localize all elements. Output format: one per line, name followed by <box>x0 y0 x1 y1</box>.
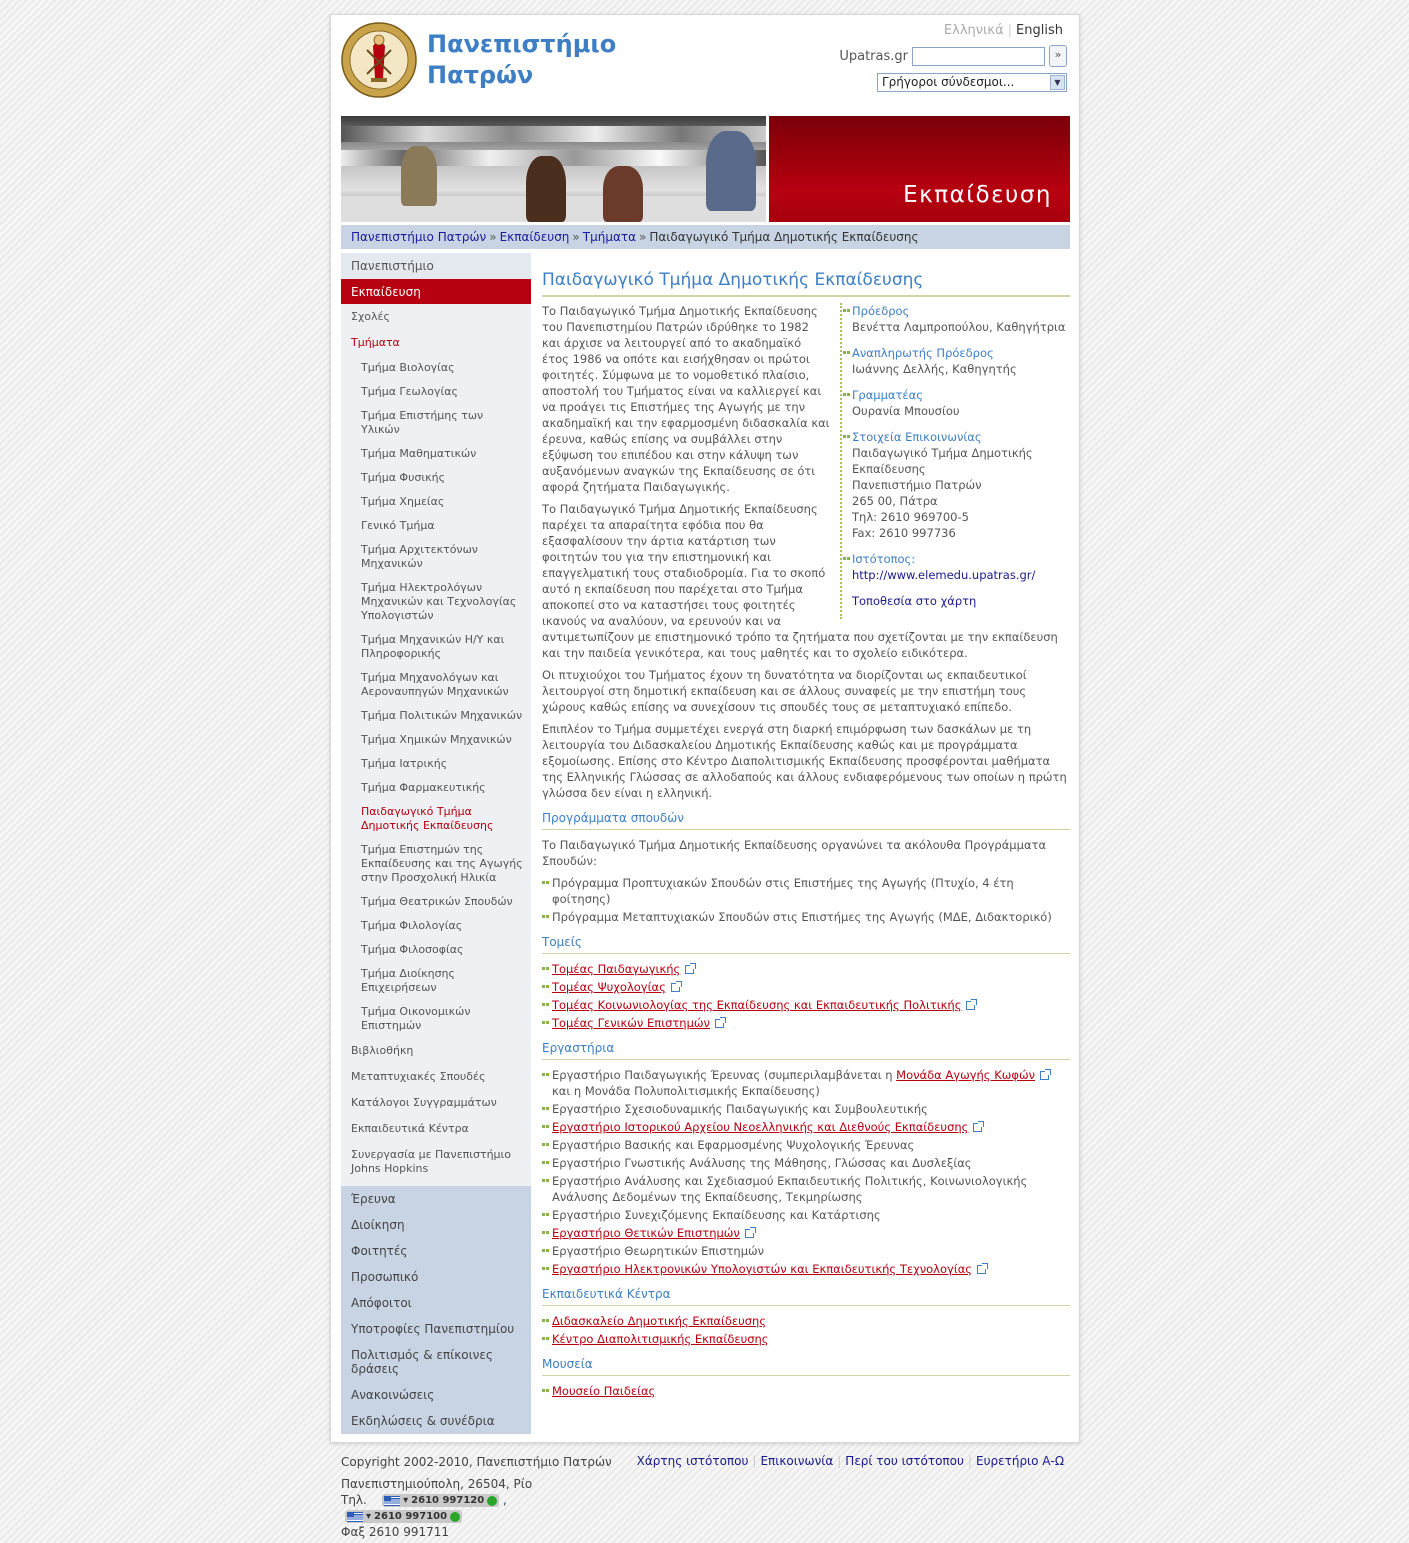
page-title: Παιδαγωγικό Τμήμα Δημοτικής Εκπαίδευσης <box>542 270 1070 297</box>
sidebar-dept-item[interactable]: Τμήμα Οικονομικών Επιστημών <box>361 1005 471 1032</box>
breadcrumb-separator: » <box>572 230 580 244</box>
section-heading-programs: Προγράμματα σπουδών <box>542 811 1070 830</box>
site-title-line2: Πατρών <box>427 61 534 89</box>
list-item <box>542 1261 1070 1277</box>
contact-line: Παιδαγωγικό Τμήμα Δημοτικής Εκπαίδευσης <box>852 446 1033 476</box>
photo-row-back <box>341 126 766 142</box>
lab-text: Εργαστήριο Θεωρητικών Επιστημών <box>552 1244 765 1258</box>
sidebar-dept-item[interactable]: Τμήμα Επιστημών της Εκπαίδευσης και της Αγωγής στην Προσχολική Ηλικία <box>361 843 523 884</box>
sidebar-item[interactable]: Υποτροφίες Πανεπιστημίου <box>351 1322 515 1336</box>
breadcrumb <box>341 225 1070 249</box>
sidebar-submenu <box>341 304 531 1186</box>
main-content <box>542 253 1070 1403</box>
bullet-icon <box>542 1003 549 1006</box>
photo-person <box>526 156 566 222</box>
breadcrumb-separator: » <box>489 230 497 244</box>
breadcrumb-separator: » <box>639 230 647 244</box>
footer-copyright: Copyright 2002-2010, Πανεπιστήμιο Πατρών <box>341 1455 612 1469</box>
bullet-icon <box>542 1267 549 1270</box>
program-text: Πρόγραμμα Μεταπτυχιακών Σπουδών στις Επιστήμες της Αγωγής (ΜΔΕ, Διδακτορικό) <box>552 910 1052 924</box>
sidebar-dept-item[interactable]: Τμήμα Μηχανολόγων και Αεροναυπηγών Μηχανικών <box>361 671 509 698</box>
phone-call-widget[interactable] <box>345 1510 462 1523</box>
centers-list <box>542 1313 1070 1347</box>
section-heading-museums: Μουσεία <box>542 1357 1070 1376</box>
university-seal-logo[interactable] <box>341 22 417 98</box>
sidebar-item-departments[interactable]: Τμήματα <box>351 336 400 349</box>
banner-section-title: Εκπαίδευση <box>903 182 1052 208</box>
contact-line: Fax: 2610 997736 <box>852 526 956 540</box>
list-item <box>542 979 1070 995</box>
footer-phone-row <box>341 1508 612 1524</box>
bullet-icon <box>542 1125 549 1128</box>
intro-paragraph: Το Παιδαγωγικό Τμήμα Δημοτικής Εκπαίδευσης του Πανεπιστημίου Πατρών ιδρύθηκε το 1982 και άρχισε να λειτουργεί από το ακαδημαϊκό έτος 1986 να οπότε και εισήχθησαν οι πρώτοι φοιτητές. Σύμφωνα με το νομοθετικό πλαίσιο, αποστολή του Τμήματος είναι να καλλιεργεί και να προάγει τις Επιστήμες της Αγωγής με την ακαδημαϊκή και την εφαρμοσμένη διδασκαλία και έρευνα, καθώς επίσης να συμβάλλει στην εξύψωση του επιπέδου και στην κάλυψη των αυξανόμενων αναγκών της Εκπαίδευσης σε ότι αφορά ζητήματα Παιδαγωγικής. <box>542 304 830 494</box>
lab-link[interactable]: Μονάδα Αγωγής Κωφών <box>896 1068 1036 1082</box>
sidebar-dept-item[interactable]: Τμήμα Πολιτικών Μηχανικών <box>361 709 523 722</box>
bullet-icon <box>542 915 549 918</box>
footer-separator: | <box>837 1454 842 1468</box>
sidebar-dept-item[interactable]: Τμήμα Φυσικής <box>361 471 446 484</box>
programs-list <box>542 875 1070 925</box>
sidebar-dept-item[interactable]: Τμήμα Χημικών Μηχανικών <box>361 733 512 746</box>
list-item <box>542 1015 1070 1031</box>
footer-links <box>637 1454 1064 1468</box>
intro-paragraph: Το Παιδαγωγικό Τμήμα Δημοτικής Εκπαίδευσης παρέχει τα απαραίτητα εφόδια που θα εξασφαλίσουν την άρτια κατάρτιση των φοιτητών του για την επιστημονική και επαγγελματική τους σταδιοδρομία. Για το σκοπό αυτό η εκπαίδευση που παρέχεται στο Τμήμα αποκοπεί στο να καταστήσει τους φοιτητές ικανούς να αναλύουν, να ερευνούν και να αντιμετωπίζουν με επιστημονικό τρόπο τα ζητήματα που σχετίζονται με την εκπαίδευση και την παιδεία γενικότερα, και τους μαθητές και το σχολείο ειδικότερα. <box>542 502 1058 660</box>
lang-english-link[interactable]: English <box>1016 23 1063 38</box>
phone-number: 2610 997120 <box>411 1494 485 1506</box>
quick-links-value: Γρήγοροι σύνδεσμοι... <box>882 75 1015 89</box>
external-link-icon <box>685 965 694 974</box>
department-website-link[interactable]: http://www.elemedu.upatras.gr/ <box>852 568 1036 582</box>
footer-link[interactable]: Ευρετήριο Α-Ω <box>975 1454 1064 1468</box>
bullet-icon <box>542 1179 549 1182</box>
sector-link[interactable]: Τομέας Παιδαγωγικής <box>552 962 681 976</box>
call-icon <box>487 1496 497 1506</box>
quick-links-select[interactable] <box>877 73 1067 92</box>
sidebar-dept-item[interactable]: Γενικό Τμήμα <box>361 519 435 532</box>
contact-line: 265 00, Πάτρα <box>852 494 938 508</box>
sector-link[interactable]: Τομέας Κοινωνιολογίας της Εκπαίδευσης και Εκπαιδευτικής Πολιτικής <box>552 998 962 1012</box>
section-heading-labs: Εργαστήρια <box>542 1041 1070 1060</box>
breadcrumb-current: Παιδαγωγικό Τμήμα Δημοτικής Εκπαίδευσης <box>649 230 919 244</box>
lab-link[interactable]: Εργαστήριο Ηλεκτρονικών Υπολογιστών και Εκπαιδευτικής Τεχνολογίας <box>552 1262 973 1276</box>
sidebar-dept-item[interactable]: Τμήμα Γεωλογίας <box>361 385 458 398</box>
lab-link[interactable]: Εργαστήριο Ιστορικού Αρχείου Νεοελληνικής και Διεθνούς Εκπαίδευσης <box>552 1120 969 1134</box>
footer-address: Πανεπιστημιούπολη, 26504, Ρίο <box>341 1477 533 1491</box>
map-link-row <box>852 593 1070 609</box>
footer-tel-label: Τηλ. <box>341 1493 367 1507</box>
bullet-icon <box>542 1319 549 1322</box>
sidebar-dept-item[interactable]: Τμήμα Φιλοσοφίας <box>361 943 464 956</box>
footer-link[interactable]: Περί του ιστότοπου <box>845 1454 964 1468</box>
external-link-icon <box>973 1123 982 1132</box>
bullet-icon <box>843 309 850 312</box>
lang-separator: | <box>1007 23 1013 38</box>
sidebar-dept-item[interactable]: Τμήμα Αρχιτεκτόνων Μηχανικών <box>361 543 478 570</box>
sidebar-item[interactable]: Προσωπικό <box>351 1270 419 1284</box>
sidebar-submenu-other <box>341 1038 531 1182</box>
sidebar-item[interactable]: Συνεργασία με Πανεπιστήμιο Johns Hopkins <box>351 1148 512 1175</box>
sidebar-dept-item[interactable]: Τμήμα Μηχανικών Η/Υ και Πληροφορικής <box>361 633 505 660</box>
sidebar-dept-item[interactable]: Τμήμα Φαρμακευτικής <box>361 781 486 794</box>
greece-flag-icon <box>347 1512 363 1522</box>
info-value-dean: Βενέττα Λαμπροπούλου, Καθηγήτρια <box>852 320 1066 334</box>
lang-greek-link[interactable]: Ελληνικά <box>943 23 1004 38</box>
search-button[interactable]: » <box>1049 45 1067 67</box>
footer-link[interactable]: Χάρτης ιστότοπου <box>636 1454 749 1468</box>
banner-section-header <box>769 116 1070 222</box>
list-item <box>542 875 1070 907</box>
sidebar-item[interactable]: Φοιτητές <box>351 1244 408 1258</box>
site-title[interactable] <box>427 29 657 91</box>
list-item <box>542 1313 1070 1329</box>
list-item <box>542 1243 1070 1259</box>
page-container <box>330 14 1080 1443</box>
intro-paragraph: Οι πτυχιούχοι του Τμήματος έχουν τη δυνατότητα να διορίζονται ως εκπαιδευτικοί λειτουργοί στη δημοτική εκπαίδευση και σε άλλους συναφείς με την επιστήμη τους χώρους καθώς επίσης να συνεχίσουν τις σπουδές τους σε μεταπτυχιακό επίπεδο. <box>542 668 1027 714</box>
center-link[interactable]: Κέντρο Διαπολιτισμικής Εκπαίδευσης <box>552 1332 769 1346</box>
external-link-icon <box>715 1019 724 1028</box>
info-value-website <box>852 567 1070 583</box>
bullet-icon <box>542 1337 549 1340</box>
greece-flag-icon <box>384 1496 400 1506</box>
sidebar-nav <box>341 253 531 1434</box>
footer-link[interactable]: Επικοινωνία <box>760 1454 834 1468</box>
external-link-icon <box>671 983 680 992</box>
bullet-icon <box>843 557 850 560</box>
photo-person <box>603 166 643 222</box>
external-link-icon <box>977 1265 986 1274</box>
bullet-icon <box>542 1073 549 1076</box>
info-label-website: Ιστότοπος: <box>852 551 1070 567</box>
bullet-icon <box>542 1107 549 1110</box>
breadcrumb-link[interactable]: Εκπαίδευση <box>499 230 570 244</box>
list-item <box>542 1225 1070 1241</box>
sidebar-item[interactable]: Πολιτισμός & επίκοινες δράσεις <box>351 1348 493 1376</box>
museums-list <box>542 1383 1070 1399</box>
list-item <box>542 1207 1070 1223</box>
sidebar-item[interactable]: Ανακοινώσεις <box>351 1388 435 1402</box>
list-item <box>542 961 1070 977</box>
bullet-icon <box>542 1389 549 1392</box>
sidebar-item[interactable]: Κατάλογοι Συγγραμμάτων <box>351 1096 497 1109</box>
list-item <box>542 997 1070 1013</box>
bullet-icon <box>542 1213 549 1216</box>
search-label: Upatras.gr <box>839 48 908 64</box>
search-bar <box>839 45 1067 67</box>
sector-link[interactable]: Τομέας Γενικών Επιστημών <box>552 1016 710 1030</box>
breadcrumb-link[interactable]: Τμήματα <box>582 230 637 244</box>
footer-info <box>341 1454 612 1540</box>
sidebar-item[interactable]: Εκδηλώσεις & συνέδρια <box>351 1414 495 1428</box>
bullet-icon <box>843 393 850 396</box>
contact-line: Τηλ: 2610 969700-5 <box>852 510 969 524</box>
sidebar-item-university[interactable]: Πανεπιστήμιο <box>341 253 531 279</box>
site-title-line1: Πανεπιστήμιο <box>427 30 617 58</box>
list-item <box>542 1119 1070 1135</box>
bullet-icon <box>542 967 549 970</box>
sidebar-bottom-menu <box>341 1186 531 1434</box>
sidebar-item[interactable]: Διοίκηση <box>351 1218 405 1232</box>
info-label-dean: Πρόεδρος <box>852 303 1070 319</box>
lab-text: Εργαστήριο Βασικής και Εφαρμοσμένης Ψυχολογικής Έρευνας <box>552 1138 915 1152</box>
dropdown-arrow-icon: ▾ <box>366 1510 372 1522</box>
list-item <box>542 1101 1070 1117</box>
list-item <box>542 1173 1070 1205</box>
call-icon <box>450 1512 460 1522</box>
lab-text: Εργαστήριο Σχεσιοδυναμικής Παιδαγωγικής και Συμβουλευτικής <box>552 1102 928 1116</box>
bullet-icon <box>542 1249 549 1252</box>
lab-text: Εργαστήριο Συνεχιζόμενης Εκπαίδευσης και Κατάρτισης <box>552 1208 881 1222</box>
info-value-secretary: Ουρανία Μπουσίου <box>852 404 960 418</box>
sidebar-item[interactable]: Απόφοιτοι <box>351 1296 412 1310</box>
info-label-secretary: Γραμματέας <box>852 387 1070 403</box>
list-item <box>542 909 1070 925</box>
banner-photo-lab <box>341 116 766 222</box>
department-list <box>341 356 531 1038</box>
programs-intro: Το Παιδαγωγικό Τμήμα Δημοτικής Εκπαίδευσης οργανώνει τα ακόλουθα Προγράμματα Σπουδών: <box>542 838 1047 868</box>
list-item <box>542 1331 1070 1347</box>
program-text: Πρόγραμμα Προπτυχιακών Σπουδών στις Επιστήμες της Αγωγής (Πτυχίο, 4 έτη φοίτησης) <box>552 876 1014 906</box>
footer-fax: Φαξ 2610 991711 <box>341 1525 450 1539</box>
bullet-icon <box>542 881 549 884</box>
lab-link[interactable]: Εργαστήριο Θετικών Επιστημών <box>552 1226 740 1240</box>
dropdown-arrow-icon: ▾ <box>403 1494 409 1506</box>
list-item: Εργαστήριο Παιδαγωγικής Έρευνας (συμπεριλαμβάνεται η Μονάδα Αγωγής Κωφών και η Μονάδα Πολυπολιτισμικής Εκπαίδευσης) <box>542 1067 1070 1099</box>
sidebar-item[interactable]: Μεταπτυχιακές Σπουδές <box>351 1070 486 1083</box>
department-info-box <box>840 303 1070 619</box>
info-label-contact: Στοιχεία Επικοινωνίας <box>852 429 1070 445</box>
photo-person <box>401 146 437 206</box>
footer-phone-row: Τηλ. ▾ 2610 997120 , <box>341 1493 507 1507</box>
sidebar-item[interactable]: Εκπαιδευτικά Κέντρα <box>351 1122 469 1135</box>
section-heading-centers: Εκπαιδευτικά Κέντρα <box>542 1287 1070 1306</box>
bullet-icon <box>843 351 850 354</box>
map-location-link[interactable]: Τοποθεσία στο χάρτη <box>852 594 977 608</box>
bullet-icon <box>542 1231 549 1234</box>
sidebar-dept-current[interactable]: Παιδαγωγικό Τμήμα Δημοτικής Εκπαίδευσης <box>361 805 494 832</box>
bullet-icon <box>542 985 549 988</box>
phone-call-widget[interactable] <box>382 1494 499 1507</box>
bullet-icon <box>542 1143 549 1146</box>
sidebar-item[interactable]: Βιβλιοθήκη <box>351 1044 414 1057</box>
lab-text: Εργαστήριο Ανάλυσης και Σχεδιασμού Εκπαιδευτικής Πολιτικής, Κοινωνιολογικής Ανάλυσης Δεδομένων της Εκπαίδευσης, Τεκμηρίωσης <box>552 1174 1028 1204</box>
sidebar-dept-item[interactable]: Τμήμα Ιατρικής <box>361 757 448 770</box>
lab-text: Εργαστήριο Γνωστικής Ανάλυσης της Μάθησης, Γλώσσας και Δυσλεξίας <box>552 1156 972 1170</box>
list-item <box>542 1155 1070 1171</box>
sidebar-dept-item[interactable]: Τμήμα Διοίκησης Επιχειρήσεων <box>361 967 455 994</box>
sidebar-dept-item[interactable]: Τμήμα Ηλεκτρολόγων Μηχανικών και Τεχνολογίας Υπολογιστών <box>361 581 517 622</box>
list-item <box>542 1383 1070 1399</box>
external-link-icon <box>745 1229 754 1238</box>
external-link-icon <box>1040 1071 1049 1080</box>
info-value-contact <box>852 445 1070 541</box>
external-link-icon <box>966 1001 975 1010</box>
sector-link[interactable]: Τομέας Ψυχολογίας <box>552 980 666 994</box>
language-switcher <box>944 23 1063 38</box>
sidebar-item-schools[interactable]: Σχολές <box>351 310 390 323</box>
search-input[interactable] <box>912 47 1045 66</box>
labs-list <box>542 1067 1070 1277</box>
sidebar-item[interactable]: Έρευνα <box>351 1192 396 1206</box>
section-heading-sectors: Τομείς <box>542 935 1070 954</box>
footer-separator: | <box>752 1454 757 1468</box>
info-label-vice-dean: Αναπληρωτής Πρόεδρος <box>852 345 1070 361</box>
center-link[interactable]: Διδασκαλείο Δημοτικής Εκπαίδευσης <box>552 1314 767 1328</box>
sidebar-dept-item[interactable]: Τμήμα Θεατρικών Σπουδών <box>361 895 513 908</box>
bullet-icon <box>542 1161 549 1164</box>
bullet-icon <box>843 435 850 438</box>
sidebar-dept-item[interactable]: Τμήμα Χημείας <box>361 495 445 508</box>
sidebar-dept-item[interactable]: Τμήμα Επιστήμης των Υλικών <box>361 409 484 436</box>
chevron-down-icon: ▼ <box>1050 75 1065 90</box>
intro-paragraph: Επιπλέον το Τμήμα συμμετέχει ενεργά στη διαρκή επιμόρφωση των δασκάλων με τη λειτουργία του Διδασκαλείου Δημοτικής Εκπαίδευσης καθώς και με προγράμματα εξομοίωσης. Επίσης στο Κέντρο Διαπολιτισμικής Εκπαίδευσης προσφέρονται μαθήματα της Ελληνικής Γλώσσας σε αλλοδαπούς και άλλους ενδιαφερόμενους των οποίων η πρώτη γλώσσα δεν είναι η ελληνική. <box>542 722 1067 800</box>
bullet-icon <box>542 1021 549 1024</box>
sectors-list <box>542 961 1070 1031</box>
phone-number: 2610 997100 <box>374 1510 448 1522</box>
list-item <box>542 1137 1070 1153</box>
footer-separator: | <box>967 1454 972 1468</box>
sidebar-item-education[interactable]: Εκπαίδευση <box>341 279 531 304</box>
breadcrumb-link[interactable]: Πανεπιστήμιο Πατρών <box>351 230 487 244</box>
photo-person <box>706 131 756 211</box>
sidebar-dept-item[interactable]: Τμήμα Φιλολογίας <box>361 919 463 932</box>
sidebar-dept-item[interactable]: Τμήμα Βιολογίας <box>361 361 455 374</box>
info-value-vice-dean: Ιωάννης Δελλής, Καθηγητής <box>852 362 1017 376</box>
museum-link[interactable]: Μουσείο Παιδείας <box>552 1384 656 1398</box>
sidebar-dept-item[interactable]: Τμήμα Μαθηματικών <box>361 447 477 460</box>
contact-line: Πανεπιστήμιο Πατρών <box>852 478 982 492</box>
